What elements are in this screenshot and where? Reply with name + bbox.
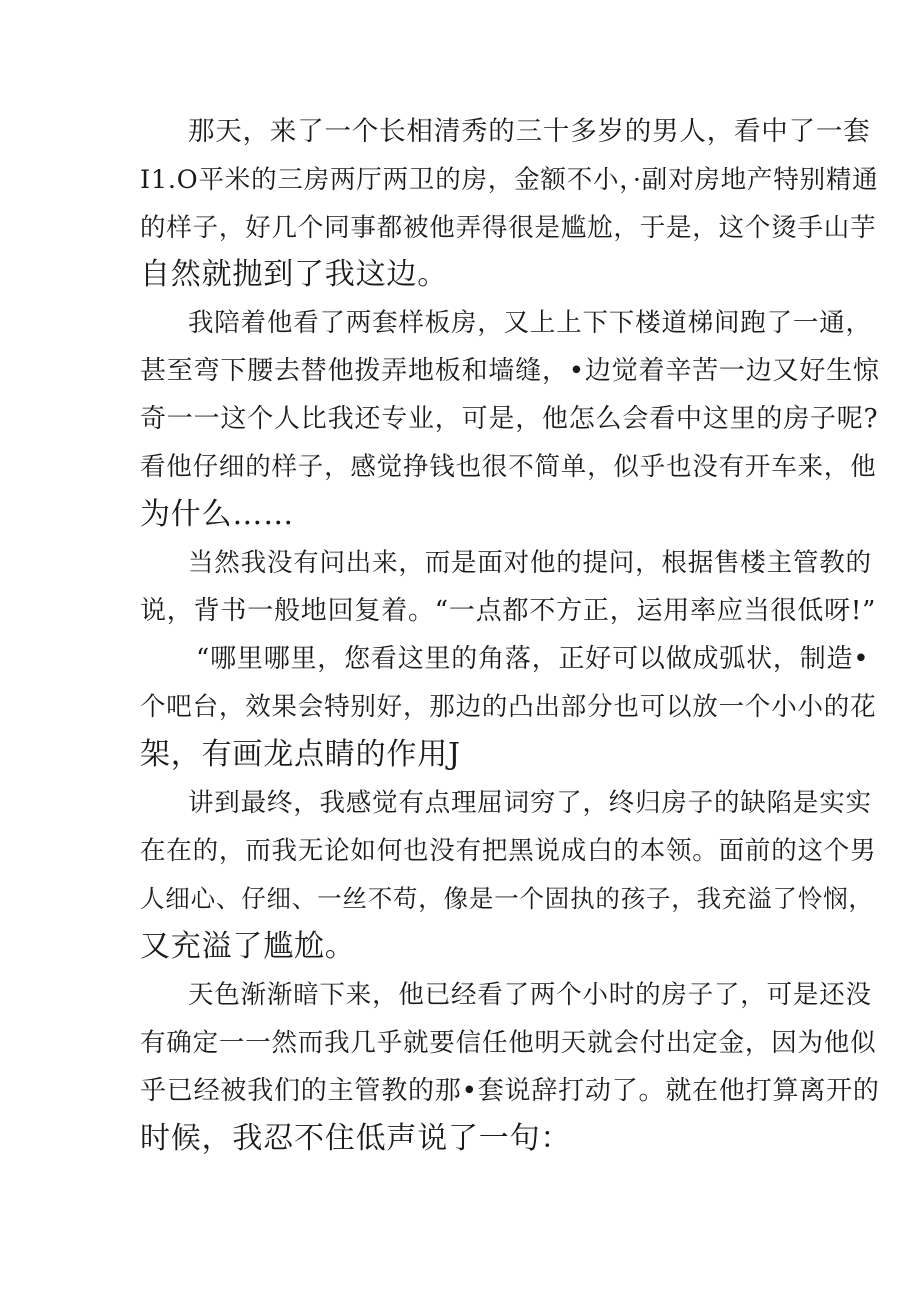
text-line: 看他仔细的样子，感觉挣钱也很不简单，似乎也没有开车来，他 [140,452,877,482]
text-line: 奇一一这个人比我还专业，可是，他怎么会看中这里的房子呢? [140,404,879,434]
text-line: “哪里哪里，您看这里的角落，正好可以做成弧状，制造• [196,644,870,674]
text-line: 架，有画龙点睛的作用J [140,737,461,772]
text-line: 乎已经被我们的主管教的那•套说辞打动了。就在他打算离开的 [140,1076,880,1106]
text-line: 说，背书一般地回复着。“一点都不方正，运用率应当很低呀!” [140,596,877,626]
text-line: I1.O平米的三房两厅两卫的房，金额不小，·副对房地产特别精通 [140,165,879,195]
text-line: 我陪着他看了两套样板房，又上上下下楼道梯间跑了一通， [188,308,872,338]
text-line: 天色渐渐暗下来，他已经看了两个小时的房子了，可是还没 [188,980,872,1010]
text-line: 当然我没有问出来，而是面对他的提问，根据售楼主管教的 [188,548,872,578]
text-line: 讲到最终，我感觉有点理屈词穷了，终归房子的缺陷是实实 [188,788,872,818]
text-line: 甚至弯下腰去替他拨弄地板和墙缝，•边觉着辛苦一边又好生惊 [140,356,880,386]
text-line: 为什么…… [140,497,294,532]
text-line: 自然就抛到了我这边。 [140,257,448,292]
text-line: 又充溢了尴尬。 [140,929,356,964]
text-line: 那天，来了一个长相清秀的三十多岁的男人，看中了一套 [188,116,871,147]
text-line: 有确定一一然而我几乎就要信任他明天就会付出定金，因为他似 [140,1028,877,1058]
text-line: 人细心、仔细、一丝不苟，像是一个固执的孩子，我充溢了怜悯， [140,884,874,913]
text-line: 在在的，而我无论如何也没有把黑说成白的本领。面前的这个男 [140,836,877,866]
text-line: 时候，我忍不住低声说了一句： [140,1121,572,1156]
text-line: 的样子，好几个同事都被他弄得很是尴尬，于是，这个烫手山芋 [140,213,877,243]
text-line: 个吧台，效果会特别好，那边的凸出部分也可以放一个小小的花 [140,692,877,722]
